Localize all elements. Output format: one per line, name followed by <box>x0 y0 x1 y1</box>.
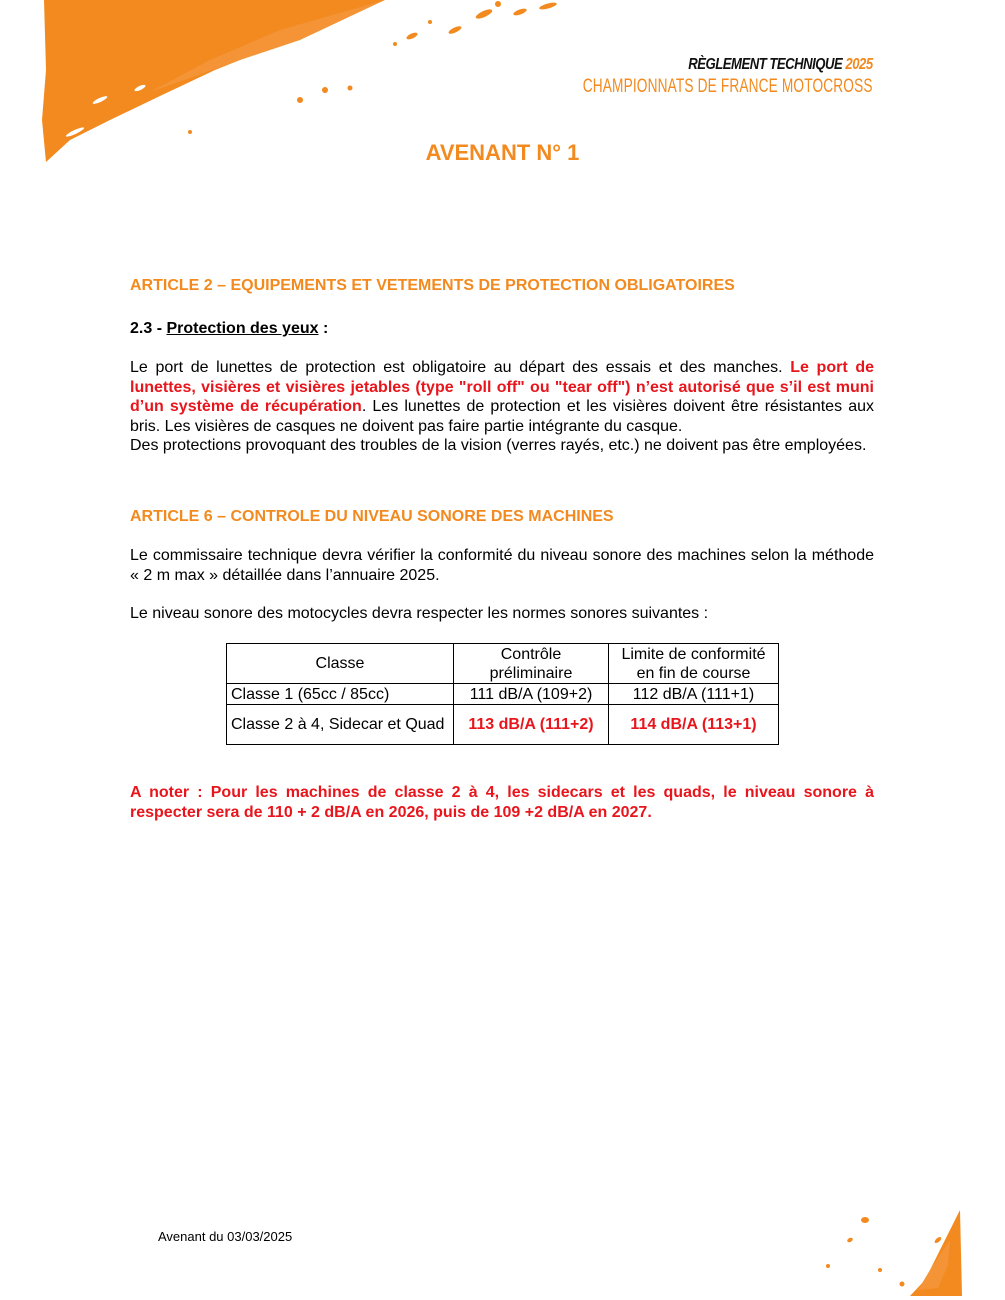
article-2-heading-text: ARTICLE 2 – EQUIPEMENTS ET VETEMENTS DE PROTECTION OBLIGATOIRES <box>130 277 735 294</box>
header-championship: CHAMPIONNATS DE FRANCE MOTOCROSS <box>583 76 873 97</box>
article-2-heading <box>130 276 874 296</box>
table-cell: Classe 2 à 4, Sidecar et Quad <box>227 705 454 745</box>
section-title: Protection des yeux <box>166 320 319 337</box>
table-cell: 112 dB/A (111+1) <box>609 684 779 705</box>
table-row <box>227 705 779 745</box>
table-header-cell: Classe <box>227 644 454 684</box>
section-number: 2.3 - <box>130 320 167 337</box>
table-cell: Classe 1 (65cc / 85cc) <box>227 684 454 705</box>
paragraph-1-highlight: Le port de lunettes, visières et visières jetables (type "roll off" ou "tear off") n’est autorisé que s’il est muni d’un système de récupération <box>130 359 874 415</box>
page-title: AVENANT N° 1 <box>425 140 580 165</box>
article-6-paragraph-1 <box>130 546 874 585</box>
header-regulation-title <box>543 56 873 74</box>
table-header-row <box>227 644 779 684</box>
note-text: A noter : Pour les machines de classe 2 à 4, les sidecars et les quads, le niveau sonore à respecter sera de 110 + 2 dB/A en 2026, puis de 109 +2 dB/A en 2027. <box>130 784 874 821</box>
section-colon: : <box>318 320 329 337</box>
table-cell: 113 dB/A (111+2) <box>454 705 609 745</box>
article-6-paragraph-1-text: Le commissaire technique devra vérifier la conformité du niveau sonore des machines selon la méthode « 2 m max » détaillée dans l’annuaire 2025. <box>130 547 874 584</box>
header-year: 2025 <box>845 56 873 73</box>
header-title-main: RÈGLEMENT TECHNIQUE <box>688 56 843 73</box>
paragraph-1-end: . Les lunettes de protection et les visières doivent être résistantes aux bris. Les visières de casques ne doivent pas faire partie intégrante du casque. <box>130 398 875 435</box>
orange-splash-bottom-decoration <box>800 1200 1005 1300</box>
section-2-3-title <box>130 319 874 339</box>
table-row <box>227 684 779 705</box>
paragraph-1-start: Le port de lunettes de protection est obligatoire au départ des essais et des manches. <box>130 359 791 376</box>
footer-date: Avenant du 03/03/2025 <box>158 1229 293 1244</box>
noise-limits-table <box>226 643 779 745</box>
article-6-heading <box>130 507 874 527</box>
table-cell: 114 dB/A (113+1) <box>609 705 779 745</box>
table-cell: 111 dB/A (109+2) <box>454 684 609 705</box>
article-2-paragraph-2: Des protections provoquant des troubles de la vision (verres rayés, etc.) ne doivent pas être employées. <box>130 437 867 454</box>
article-2-paragraph-1 <box>130 358 874 436</box>
article-6-paragraph-2 <box>130 604 874 624</box>
article-6-heading-text: ARTICLE 6 – CONTROLE DU NIVEAU SONORE DES MACHINES <box>130 508 614 525</box>
article-6-paragraph-2-text: Le niveau sonore des motocycles devra respecter les normes sonores suivantes : <box>130 605 709 622</box>
document-header <box>470 56 873 98</box>
article-2-body <box>130 358 874 456</box>
note-paragraph <box>130 783 874 822</box>
table-header-cell: Contrôle préliminaire <box>454 644 609 684</box>
table-header-cell: Limite de conformité en fin de course <box>609 644 779 684</box>
